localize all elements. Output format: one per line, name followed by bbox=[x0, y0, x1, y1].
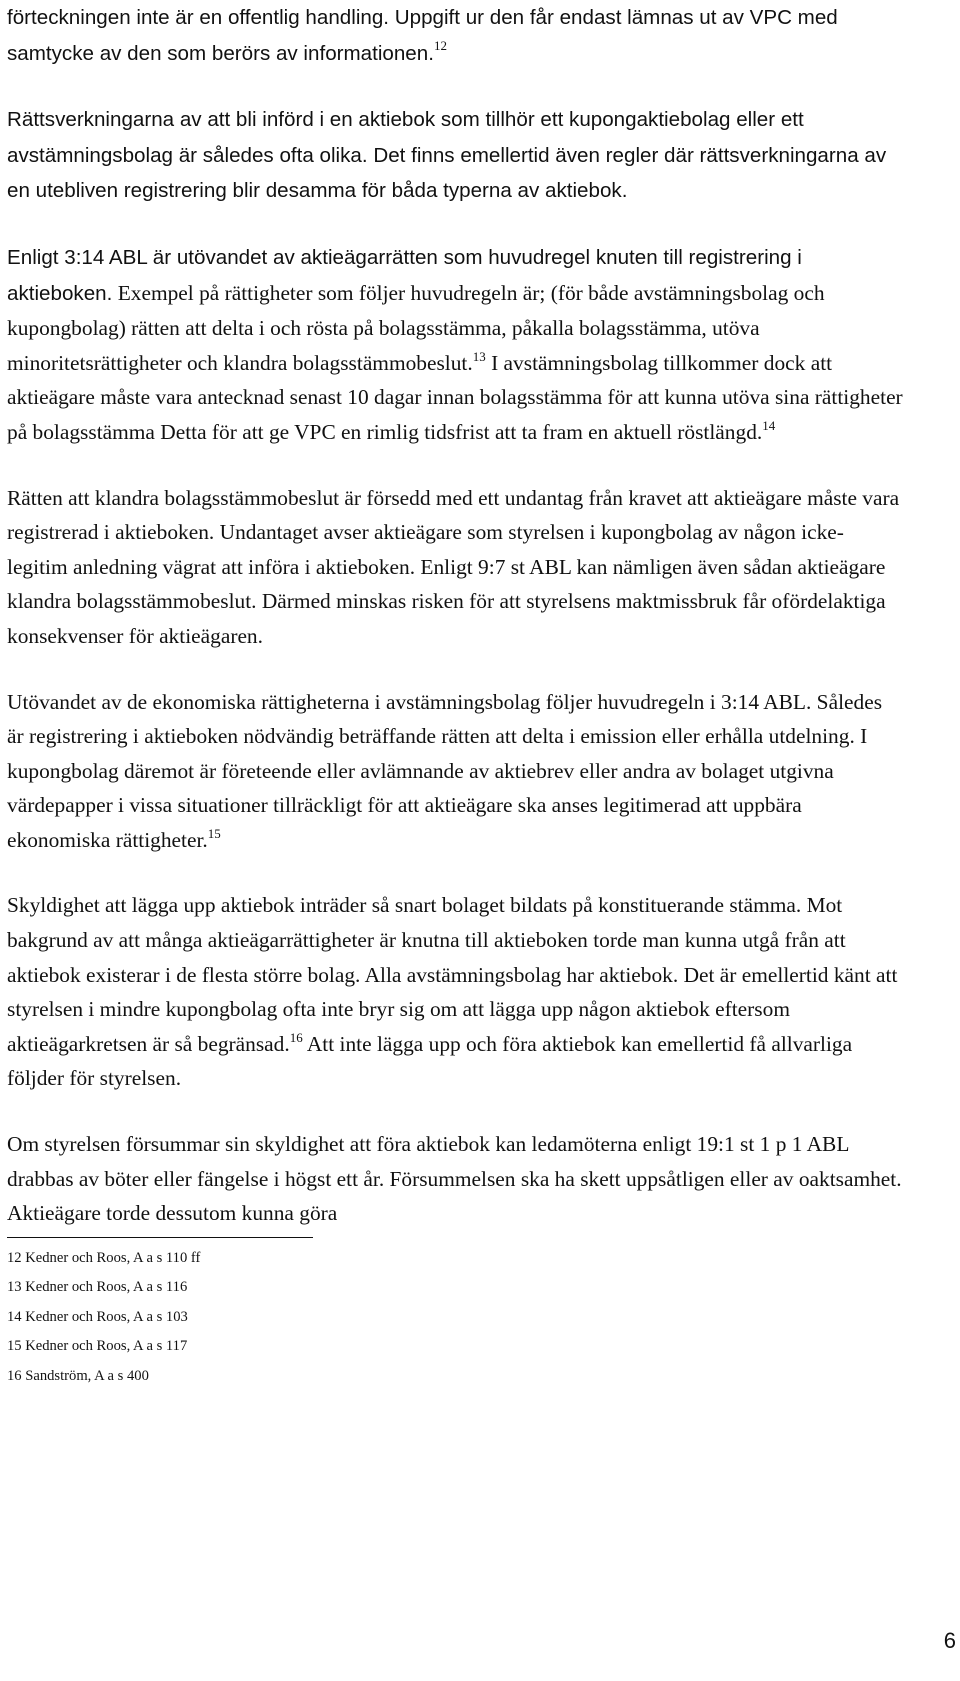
footnote: 13 Kedner och Roos, A a s 116 bbox=[7, 1279, 188, 1296]
paragraph bbox=[7, 1127, 903, 1231]
paragraph-text: Utövandet av de ekonomiska rättigheterna i avstämningsbolag följer huvudregeln i 3:14 ABL. Således är registrering i aktieboken nödvändig beträffande rätten att delta i emission eller erhålla utdelning. I kupongbolag däremot är företeende eller avlämnande av aktiebrev eller andra av bolaget utgivna värdepapper i vissa situationer tillräckligt för att aktieägare ska anses legitimerad att uppbära ekonomiska rättigheter. bbox=[7, 689, 883, 852]
footnote: 15 Kedner och Roos, A a s 117 bbox=[7, 1338, 188, 1355]
paragraph-text: Exempel på rättigheter som följer huvudregeln är; (för både avstämningsbolag och kupongbolag) rätten att delta i och rösta på bolagsstämma, påkalla bolagsstämma, utöva minoritetsrättigheter och klandra bolagsstämmobeslut. bbox=[7, 280, 825, 375]
footnote-ref: 12 bbox=[433, 38, 447, 54]
paragraph-text: förteckningen inte är en offentlig handling. Uppgift ur den får endast lämnas ut av VPC med samtycke av den som berörs av informationen. bbox=[7, 6, 838, 65]
paragraph bbox=[7, 0, 903, 71]
paragraph bbox=[7, 888, 903, 1096]
paragraph-text: Om styrelsen försummar sin skyldighet att föra aktiebok kan ledamöterna enligt 19:1 st 1 p 1 ABL drabbas av böter eller fängelse i högst ett år. Försummelsen ska ha skett uppsåtligen eller av oaktsamhet. Aktieägare torde dessutom kunna göra bbox=[7, 1132, 902, 1226]
paragraph-text: Enligt 3:14 ABL är utövandet av aktieägarrätten som huvudregel knuten till registrering i aktieboken. bbox=[7, 245, 802, 305]
footnotes bbox=[7, 1250, 200, 1397]
footnote: 16 Sandström, A a s 400 bbox=[7, 1367, 149, 1384]
paragraph-text: Att inte lägga upp och föra aktiebok kan emellertid få allvarliga följder för styrelsen. bbox=[7, 1031, 853, 1091]
footnote-ref: 14 bbox=[762, 417, 776, 433]
page-number: 6 bbox=[943, 1628, 956, 1653]
footnote: 14 Kedner och Roos, A a s 103 bbox=[7, 1308, 188, 1325]
footnote: 12 Kedner och Roos, A a s 110 ff bbox=[7, 1250, 201, 1266]
footnote-ref: 13 bbox=[472, 348, 486, 364]
paragraph bbox=[7, 240, 903, 450]
paragraph-text: Rättsverkningarna av att bli införd i en aktiebok som tillhör ett kupongaktiebolag eller ett avstämningsbolag är således ofta olika. Det finns emellertid även regler där rättsverkningarna av en utebliven registrering blir desamma för båda typerna av aktiebok. bbox=[7, 108, 887, 203]
footnote-ref: 15 bbox=[207, 825, 221, 841]
paragraph-text: I avstämningsbolag tillkommer dock att aktieägare måste vara antecknad senast 10 dagar innan bolagsstämma för att kunna utöva sina rättigheter på bolagsstämma Detta för att ge VPC en rimlig tidsfrist att ta fram en aktuell röstlängd. bbox=[7, 350, 903, 444]
paragraph-text: Rätten att klandra bolagsstämmobeslut är försedd med ett undantag från kravet att aktieägare måste vara registrerad i aktieboken. Undantaget avser aktieägare som styrelsen i kupongbolag av någon icke-legitim anledning vägrat att införa i aktieboken. Enligt 9:7 st ABL kan nämligen även sådan aktieägare klandra bolagsstämmobeslut. Därmed minskas risken för att styrelsens maktmissbruk får ofördelaktiga konsekvenser för aktieägaren. bbox=[7, 485, 900, 648]
paragraph bbox=[7, 685, 903, 858]
document-body bbox=[7, 0, 903, 1231]
paragraph bbox=[7, 102, 903, 209]
footnote-separator bbox=[7, 1237, 313, 1238]
footnote-ref: 16 bbox=[289, 1029, 303, 1045]
paragraph-text: Skyldighet att lägga upp aktiebok inträder så snart bolaget bildats på konstituerande stämma. Mot bakgrund av att många aktieägarrättigheter är knutna till aktieboken torde man kunna utgå från att aktiebok existerar i de flesta större bolag. Alla avstämningsbolag har aktiebok. Det är emellertid känt att styrelsen i mindre kupongbolag ofta inte bryr sig om att lägga upp någon aktiebok eftersom aktieägarkretsen är så begränsad. bbox=[7, 893, 898, 1056]
paragraph bbox=[7, 481, 903, 654]
